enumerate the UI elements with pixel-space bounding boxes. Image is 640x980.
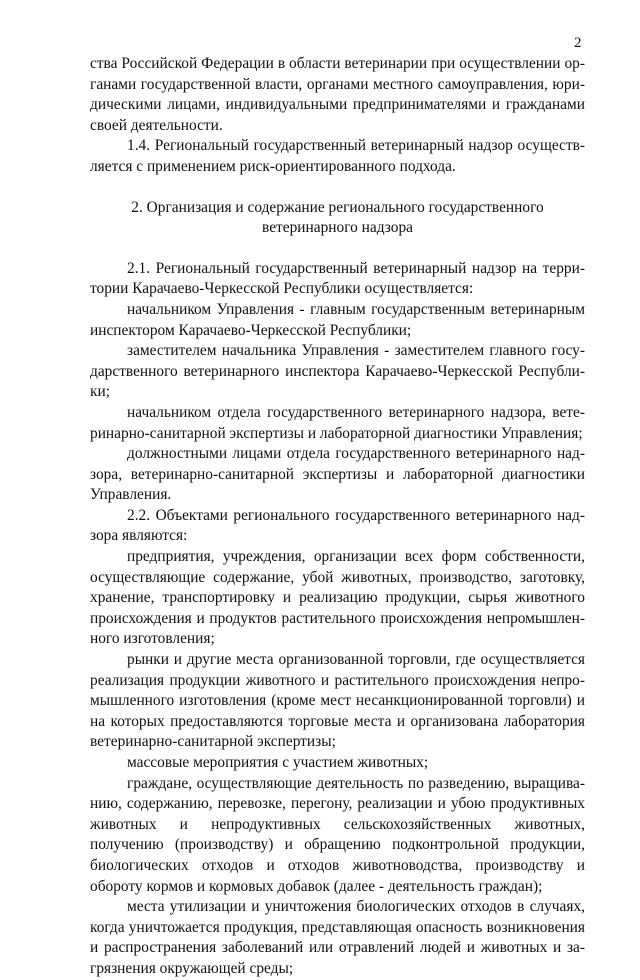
paragraph: ства Российской Федерации в области ветеринарии при осуществлении органами государственной власти, органами местного самоуправления, юридическими лицами, индивидуальными предпринимателями и гражданами своей деятельности. (90, 55, 585, 134)
section-heading (90, 198, 585, 239)
list-item: заместителем начальника Управления - заместителем главного государственного ветеринарного инспектора Карачаево-Черкесской Республики; (90, 342, 585, 401)
list-item: места утилизации и уничтожения биологических отходов в случаях, когда уничтожается продукция, представляющая опасность возникновения и распространения заболеваний или отравлений людей и животных и загрязнения окружающей среды; (90, 898, 585, 977)
section-body (90, 259, 585, 980)
list-item: начальником отдела государственного ветеринарного надзора, ветеринарно-санитарной экспертизы и лабораторной диагностики Управления; (90, 403, 585, 442)
list-item: должностными лицами отдела государственного ветеринарного надзора, ветеринарно-санитарной экспертизы и лабораторной диагностики Управления. (90, 445, 585, 504)
list-item: рынки и другие места организованной торговли, где осуществляется реализация продукции животного и растительного происхождения непромышленного изготовления (кроме мест несанкционированной торговли) и на которых предоставляются торговые места и организована лаборатория ветеринарно-санитарной экспертизы; (90, 651, 585, 751)
list-item: предприятия, учреждения, организации всех форм собственности, осуществляющие содержание, убой животных, производство, заготовку, хранение, транспортировку и реализацию продукции, сырья животного происхождения и продуктов растительного происхождения непромышленного изготовления; (90, 548, 585, 648)
document-body (90, 54, 585, 980)
page-number: 2 (574, 35, 582, 51)
list-item: массовые мероприятия с участием животных; (127, 754, 429, 771)
section-heading-line: ветеринарного надзора (262, 219, 413, 237)
section-heading-line: 2. Организация и содержание регионального государственного (131, 198, 544, 216)
paragraph: 2.2. Объектами регионального государственного ветеринарного надзора являются: (90, 506, 585, 545)
paragraph: 1.4. Региональный государственный ветеринарный надзор осуществляется с применением риск-ориентированного подхода. (90, 137, 585, 175)
list-item: начальником Управления - главным государственным ветеринарным инспектором Карачаево-Черкесской Республики; (90, 300, 585, 339)
paragraph: 2.1. Региональный государственный ветеринарный надзор на территории Карачаево-Черкесской Республики осуществляется: (90, 259, 585, 298)
list-item: граждане, осуществляющие деятельность по разведению, выращиванию, содержанию, перевозке, перегону, реализации и убою продуктивных животных и непродуктивных сельскохозяйственных животных, получению (производству) и обращению подконтрольной продукции, биологических отходов и отходов животноводства, производству и обороту кормов и кормовых добавок (далее - деятельность граждан); (90, 774, 585, 895)
